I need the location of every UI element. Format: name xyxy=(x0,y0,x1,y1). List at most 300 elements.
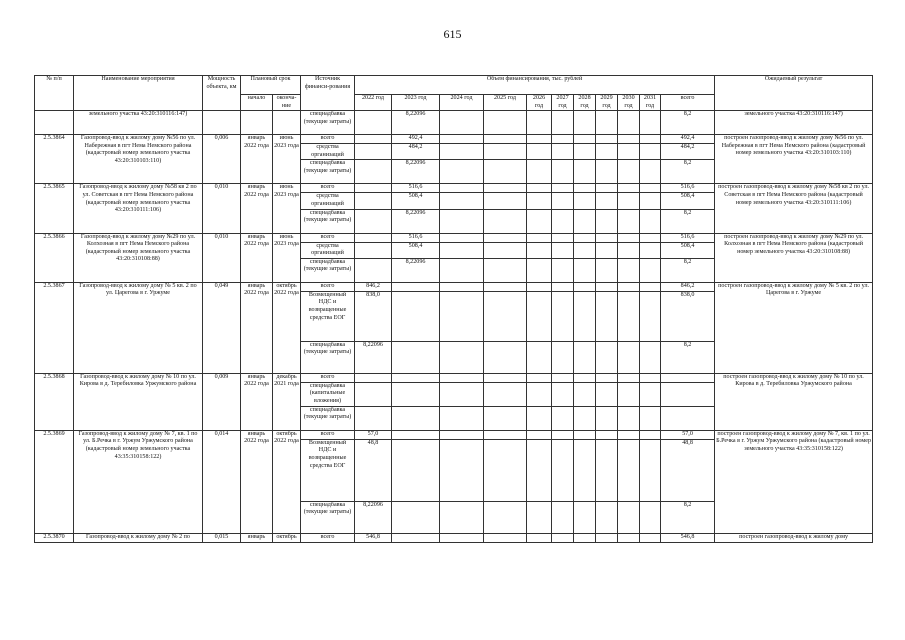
empty-year-cell xyxy=(552,406,574,430)
financing-source: спецнадбавка (текущие затраты) xyxy=(301,341,355,373)
empty-year-cell xyxy=(596,501,618,533)
empty-year-cell xyxy=(484,233,527,242)
value-total: 8,2 xyxy=(661,111,715,135)
financing-source: всего xyxy=(301,233,355,242)
table-row xyxy=(35,233,873,242)
empty-year-cell xyxy=(618,184,640,193)
value-total: 492,4 xyxy=(661,135,715,144)
value-2023 xyxy=(392,430,440,439)
empty-year-cell xyxy=(440,439,484,501)
value-total: 546,8 xyxy=(661,533,715,542)
empty-year-cell xyxy=(440,341,484,373)
value-2022: 846,2 xyxy=(355,282,392,291)
empty-year-cell xyxy=(640,382,661,406)
empty-year-cell xyxy=(596,184,618,193)
empty-year-cell xyxy=(574,233,596,242)
empty-year-cell xyxy=(440,144,484,160)
empty-year-cell xyxy=(552,144,574,160)
empty-year-cell xyxy=(574,135,596,144)
empty-year-cell xyxy=(484,406,527,430)
empty-year-cell xyxy=(484,193,527,209)
empty-year-cell xyxy=(596,111,618,135)
empty-year-cell xyxy=(440,242,484,258)
item-capacity: 0,010 xyxy=(203,233,241,282)
header-year: 2030 год xyxy=(618,95,640,111)
item-name: земельного участка 43:20:310116:147) xyxy=(74,111,203,135)
empty-year-cell xyxy=(484,209,527,233)
empty-year-cell xyxy=(640,291,661,341)
empty-year-cell xyxy=(440,209,484,233)
empty-year-cell xyxy=(484,258,527,282)
empty-year-cell xyxy=(596,382,618,406)
header-capacity: Мощность объекта, км xyxy=(203,76,241,111)
empty-year-cell xyxy=(574,184,596,193)
value-2022 xyxy=(355,193,392,209)
empty-year-cell xyxy=(484,184,527,193)
empty-year-cell xyxy=(552,209,574,233)
value-2022 xyxy=(355,373,392,382)
empty-year-cell xyxy=(618,406,640,430)
empty-year-cell xyxy=(640,373,661,382)
financing-source: всего xyxy=(301,135,355,144)
value-2023 xyxy=(392,533,440,542)
empty-year-cell xyxy=(618,533,640,542)
item-capacity: 0,010 xyxy=(203,184,241,233)
empty-year-cell xyxy=(618,193,640,209)
item-number: 2.5.3867 xyxy=(35,282,74,373)
empty-year-cell xyxy=(618,439,640,501)
item-capacity: 0,014 xyxy=(203,430,241,533)
financing-source: спецнадбавка (капитальные вложения) xyxy=(301,382,355,406)
empty-year-cell xyxy=(596,439,618,501)
value-total xyxy=(661,406,715,430)
empty-year-cell xyxy=(527,233,552,242)
empty-year-cell xyxy=(574,382,596,406)
empty-year-cell xyxy=(618,144,640,160)
page-number: 615 xyxy=(443,27,462,41)
value-2023: 8,22096 xyxy=(392,209,440,233)
value-2023: 492,4 xyxy=(392,135,440,144)
value-2022 xyxy=(355,160,392,184)
item-start: январь 2022 года xyxy=(241,282,273,373)
empty-year-cell xyxy=(574,282,596,291)
header-start: начало xyxy=(241,95,273,111)
header-volume: Объем финансирования, тыс. рублей xyxy=(355,76,715,95)
financing-source: всего xyxy=(301,533,355,542)
financing-source: всего xyxy=(301,282,355,291)
item-name: Газопровод-ввод к жилому дому №56 по ул. Набережная в пгт Нема Немского района (кадастровый номер земельного участка 43:20:310103:110) xyxy=(74,135,203,184)
item-end: июнь 2023 года xyxy=(273,135,301,184)
header-plan: Плановый срок xyxy=(241,76,301,95)
item-end: июнь 2023 года xyxy=(273,184,301,233)
empty-year-cell xyxy=(484,111,527,135)
empty-year-cell xyxy=(596,406,618,430)
value-2022 xyxy=(355,111,392,135)
empty-year-cell xyxy=(484,291,527,341)
empty-year-cell xyxy=(527,430,552,439)
expected-result: построен газопровод-ввод к жилому дому № 7, кв. 1 по ул. Б.Речка в г. Уржум Уржумского района (кадастровый номер земельного участка 43:35:310158:122) xyxy=(715,430,873,533)
value-total: 8,2 xyxy=(661,501,715,533)
empty-year-cell xyxy=(440,373,484,382)
empty-year-cell xyxy=(527,501,552,533)
empty-year-cell xyxy=(596,282,618,291)
empty-year-cell xyxy=(552,184,574,193)
empty-year-cell xyxy=(618,258,640,282)
empty-year-cell xyxy=(574,373,596,382)
empty-year-cell xyxy=(640,282,661,291)
table-row xyxy=(35,111,873,135)
empty-year-cell xyxy=(552,111,574,135)
value-2022: 8,22096 xyxy=(355,341,392,373)
header-end: оконча-ние xyxy=(273,95,301,111)
item-capacity: 0,049 xyxy=(203,282,241,373)
empty-year-cell xyxy=(484,439,527,501)
value-2022 xyxy=(355,184,392,193)
value-2023: 8,22096 xyxy=(392,258,440,282)
empty-year-cell xyxy=(552,382,574,406)
empty-year-cell xyxy=(640,160,661,184)
empty-year-cell xyxy=(574,160,596,184)
empty-year-cell xyxy=(640,439,661,501)
item-name: Газопровод-ввод к жилому дому № 2 по xyxy=(74,533,203,542)
empty-year-cell xyxy=(440,135,484,144)
item-number: 2.5.3866 xyxy=(35,233,74,282)
header-year: 2024 год xyxy=(440,95,484,111)
value-2022: 838,0 xyxy=(355,291,392,341)
empty-year-cell xyxy=(596,233,618,242)
empty-year-cell xyxy=(440,233,484,242)
empty-year-cell xyxy=(552,193,574,209)
financing-source: Возмещенный НДС и возвращенные средства ЕОГ xyxy=(301,439,355,501)
header-result: Ожидаемый результат xyxy=(715,76,873,111)
empty-year-cell xyxy=(552,439,574,501)
value-2023 xyxy=(392,406,440,430)
header-year: 2027 год xyxy=(552,95,574,111)
item-end: октябрь xyxy=(273,533,301,542)
item-number: 2.5.3869 xyxy=(35,430,74,533)
table-body xyxy=(35,111,873,543)
empty-year-cell xyxy=(527,373,552,382)
value-2023: 8,22096 xyxy=(392,111,440,135)
empty-year-cell xyxy=(640,341,661,373)
empty-year-cell xyxy=(527,282,552,291)
item-end xyxy=(273,111,301,135)
header-year: 2028 год xyxy=(574,95,596,111)
expected-result: построен газопровод-ввод к жилому дому №56 по ул. Набережная в пгт Нема Немского района (кадастровый номер земельного участка 43:20:310103:110) xyxy=(715,135,873,184)
value-2023 xyxy=(392,373,440,382)
value-2022 xyxy=(355,233,392,242)
value-total: 508,4 xyxy=(661,242,715,258)
empty-year-cell xyxy=(640,135,661,144)
value-2023: 516,6 xyxy=(392,184,440,193)
empty-year-cell xyxy=(618,160,640,184)
empty-year-cell xyxy=(618,373,640,382)
empty-year-cell xyxy=(640,193,661,209)
empty-year-cell xyxy=(527,184,552,193)
expected-result: построен газопровод-ввод к жилому дому №58 кв 2 по ул. Советская в пгт Нема Немского района (кадастровый номер земельного участка 43:20:310111:106) xyxy=(715,184,873,233)
empty-year-cell xyxy=(596,193,618,209)
empty-year-cell xyxy=(640,111,661,135)
empty-year-cell xyxy=(618,282,640,291)
empty-year-cell xyxy=(484,501,527,533)
value-total xyxy=(661,373,715,382)
value-total: 516,6 xyxy=(661,233,715,242)
empty-year-cell xyxy=(527,144,552,160)
item-end: декабрь 2021 года xyxy=(273,373,301,430)
value-total: 8,2 xyxy=(661,258,715,282)
empty-year-cell xyxy=(484,373,527,382)
value-2023 xyxy=(392,439,440,501)
empty-year-cell xyxy=(640,184,661,193)
empty-year-cell xyxy=(618,430,640,439)
empty-year-cell xyxy=(640,209,661,233)
empty-year-cell xyxy=(640,258,661,282)
empty-year-cell xyxy=(552,533,574,542)
item-capacity: 0,006 xyxy=(203,135,241,184)
empty-year-cell xyxy=(440,382,484,406)
empty-year-cell xyxy=(484,430,527,439)
header-year: 2026 год xyxy=(527,95,552,111)
empty-year-cell xyxy=(574,406,596,430)
item-name: Газопровод-ввод к жилому дому №29 по ул. Колхозная в пгт Нема Немского района (кадастровый номер земельного участка 43:20:310108:88) xyxy=(74,233,203,282)
header-num: № п/п xyxy=(35,76,74,111)
empty-year-cell xyxy=(552,373,574,382)
table-row xyxy=(35,135,873,144)
expected-result: построен газопровод-ввод к жилому дому xyxy=(715,533,873,542)
item-name: Газопровод-ввод к жилому дому № 5 кв. 2 по ул. Царегова в г. Уржуме xyxy=(74,282,203,373)
empty-year-cell xyxy=(527,111,552,135)
table-row xyxy=(35,184,873,193)
empty-year-cell xyxy=(574,258,596,282)
empty-year-cell xyxy=(574,501,596,533)
empty-year-cell xyxy=(552,291,574,341)
value-2023 xyxy=(392,382,440,406)
header-year: 2022 год xyxy=(355,95,392,111)
empty-year-cell xyxy=(596,242,618,258)
expected-result: построен газопровод-ввод к жилому дому № 10 по ул. Кирова в д. Теребиловка Уржумского района xyxy=(715,373,873,430)
empty-year-cell xyxy=(527,258,552,282)
item-name: Газопровод-ввод к жилому дому №58 кв 2 по ул. Советская в пгт Нема Немского района (кадастровый номер земельного участка 43:20:310111:106) xyxy=(74,184,203,233)
header-year: 2023 год xyxy=(392,95,440,111)
value-total: 484,2 xyxy=(661,144,715,160)
value-total: 516,6 xyxy=(661,184,715,193)
empty-year-cell xyxy=(618,233,640,242)
value-total: 838,0 xyxy=(661,291,715,341)
expected-result: построен газопровод-ввод к жилому дому № 5 кв. 2 по ул. Царегова в г. Уржуме xyxy=(715,282,873,373)
empty-year-cell xyxy=(527,341,552,373)
empty-year-cell xyxy=(552,258,574,282)
item-start: январь 2022 года xyxy=(241,430,273,533)
value-total xyxy=(661,382,715,406)
empty-year-cell xyxy=(618,135,640,144)
empty-year-cell xyxy=(440,111,484,135)
value-2023: 508,4 xyxy=(392,242,440,258)
empty-year-cell xyxy=(574,439,596,501)
empty-year-cell xyxy=(484,282,527,291)
empty-year-cell xyxy=(440,291,484,341)
empty-year-cell xyxy=(527,160,552,184)
item-name: Газопровод-ввод к жилому дому № 10 по ул. Кирова в д. Теребиловка Уржумского района xyxy=(74,373,203,430)
empty-year-cell xyxy=(527,193,552,209)
empty-year-cell xyxy=(640,501,661,533)
empty-year-cell xyxy=(552,233,574,242)
empty-year-cell xyxy=(640,144,661,160)
financing-source: спецнадбавка (текущие затраты) xyxy=(301,209,355,233)
empty-year-cell xyxy=(484,341,527,373)
value-total: 8,2 xyxy=(661,209,715,233)
empty-year-cell xyxy=(640,430,661,439)
empty-year-cell xyxy=(640,242,661,258)
financing-source: всего xyxy=(301,184,355,193)
value-2022: 546,8 xyxy=(355,533,392,542)
value-total: 57,0 xyxy=(661,430,715,439)
empty-year-cell xyxy=(574,242,596,258)
value-2023: 508,4 xyxy=(392,193,440,209)
item-start: январь xyxy=(241,533,273,542)
empty-year-cell xyxy=(574,209,596,233)
item-end: июнь 2023 года xyxy=(273,233,301,282)
empty-year-cell xyxy=(640,233,661,242)
value-2022: 48,8 xyxy=(355,439,392,501)
empty-year-cell xyxy=(484,382,527,406)
item-capacity: 0,009 xyxy=(203,373,241,430)
empty-year-cell xyxy=(440,501,484,533)
empty-year-cell xyxy=(596,135,618,144)
item-number: 2.5.3865 xyxy=(35,184,74,233)
table-header xyxy=(35,76,873,111)
financing-source: Возмещенный НДС и возвращенные средства ЕОГ xyxy=(301,291,355,341)
empty-year-cell xyxy=(440,533,484,542)
value-2023: 516,6 xyxy=(392,233,440,242)
empty-year-cell xyxy=(527,209,552,233)
value-2022 xyxy=(355,135,392,144)
empty-year-cell xyxy=(440,282,484,291)
value-2023: 484,2 xyxy=(392,144,440,160)
empty-year-cell xyxy=(596,209,618,233)
empty-year-cell xyxy=(484,160,527,184)
empty-year-cell xyxy=(596,430,618,439)
empty-year-cell xyxy=(484,242,527,258)
financing-source: спецнадбавка (текущие затраты) xyxy=(301,111,355,135)
empty-year-cell xyxy=(552,282,574,291)
value-2022: 8,22096 xyxy=(355,501,392,533)
item-number: 2.5.3864 xyxy=(35,135,74,184)
table-row xyxy=(35,430,873,439)
empty-year-cell xyxy=(484,144,527,160)
empty-year-cell xyxy=(440,193,484,209)
item-end: октябрь 2022 года xyxy=(273,430,301,533)
empty-year-cell xyxy=(527,135,552,144)
empty-year-cell xyxy=(596,341,618,373)
item-start: январь 2022 года xyxy=(241,184,273,233)
value-2023 xyxy=(392,291,440,341)
value-total: 846,2 xyxy=(661,282,715,291)
header-total: всего xyxy=(661,95,715,111)
table-row xyxy=(35,533,873,542)
empty-year-cell xyxy=(574,111,596,135)
empty-year-cell xyxy=(574,291,596,341)
item-name: Газопровод-ввод к жилому дому № 7, кв. 1 по ул. Б.Речка в г. Уржум Уржумского района (кадастровый номер земельного участка 43:35:310158:122) xyxy=(74,430,203,533)
value-2022 xyxy=(355,209,392,233)
empty-year-cell xyxy=(574,144,596,160)
empty-year-cell xyxy=(618,501,640,533)
empty-year-cell xyxy=(527,406,552,430)
empty-year-cell xyxy=(440,160,484,184)
empty-year-cell xyxy=(640,406,661,430)
financing-source: спецнадбавка (текущие затраты) xyxy=(301,258,355,282)
item-start: январь 2022 года xyxy=(241,373,273,430)
header-name: Наименование мероприятия xyxy=(74,76,203,111)
header-year: 2029 год xyxy=(596,95,618,111)
header-year: 2031 год xyxy=(640,95,661,111)
table-row xyxy=(35,373,873,382)
empty-year-cell xyxy=(440,430,484,439)
financing-source: средства организаций xyxy=(301,242,355,258)
item-end: октябрь 2022 года xyxy=(273,282,301,373)
empty-year-cell xyxy=(618,111,640,135)
value-total: 508,4 xyxy=(661,193,715,209)
value-total: 8,2 xyxy=(661,160,715,184)
header-source: Источник финанси-рования xyxy=(301,76,355,111)
empty-year-cell xyxy=(527,439,552,501)
expected-result: земельного участка 43:20:310116:147) xyxy=(715,111,873,135)
financing-source: всего xyxy=(301,373,355,382)
empty-year-cell xyxy=(618,291,640,341)
empty-year-cell xyxy=(596,291,618,341)
value-2022 xyxy=(355,258,392,282)
financing-source: средства организаций xyxy=(301,144,355,160)
table-row xyxy=(35,282,873,291)
value-2022: 57,0 xyxy=(355,430,392,439)
empty-year-cell xyxy=(596,258,618,282)
empty-year-cell xyxy=(618,341,640,373)
value-2023 xyxy=(392,341,440,373)
value-2022 xyxy=(355,382,392,406)
empty-year-cell xyxy=(596,144,618,160)
value-total: 8,2 xyxy=(661,341,715,373)
financing-source: спецнадбавка (текущие затраты) xyxy=(301,406,355,430)
empty-year-cell xyxy=(527,533,552,542)
item-start xyxy=(241,111,273,135)
empty-year-cell xyxy=(484,135,527,144)
value-2022 xyxy=(355,144,392,160)
item-capacity xyxy=(203,111,241,135)
empty-year-cell xyxy=(552,242,574,258)
empty-year-cell xyxy=(440,258,484,282)
financing-source: спецнадбавка (текущие затраты) xyxy=(301,160,355,184)
value-2023: 8,22096 xyxy=(392,160,440,184)
empty-year-cell xyxy=(552,341,574,373)
empty-year-cell xyxy=(440,406,484,430)
item-number xyxy=(35,111,74,135)
empty-year-cell xyxy=(574,341,596,373)
empty-year-cell xyxy=(596,373,618,382)
value-2023 xyxy=(392,282,440,291)
empty-year-cell xyxy=(527,291,552,341)
empty-year-cell xyxy=(618,242,640,258)
financing-table xyxy=(34,75,873,543)
empty-year-cell xyxy=(596,533,618,542)
empty-year-cell xyxy=(552,135,574,144)
empty-year-cell xyxy=(618,209,640,233)
value-2023 xyxy=(392,501,440,533)
empty-year-cell xyxy=(527,382,552,406)
financing-source: средства организаций xyxy=(301,193,355,209)
empty-year-cell xyxy=(484,533,527,542)
item-start: январь 2022 года xyxy=(241,233,273,282)
value-2022 xyxy=(355,242,392,258)
item-start: январь 2022 года xyxy=(241,135,273,184)
